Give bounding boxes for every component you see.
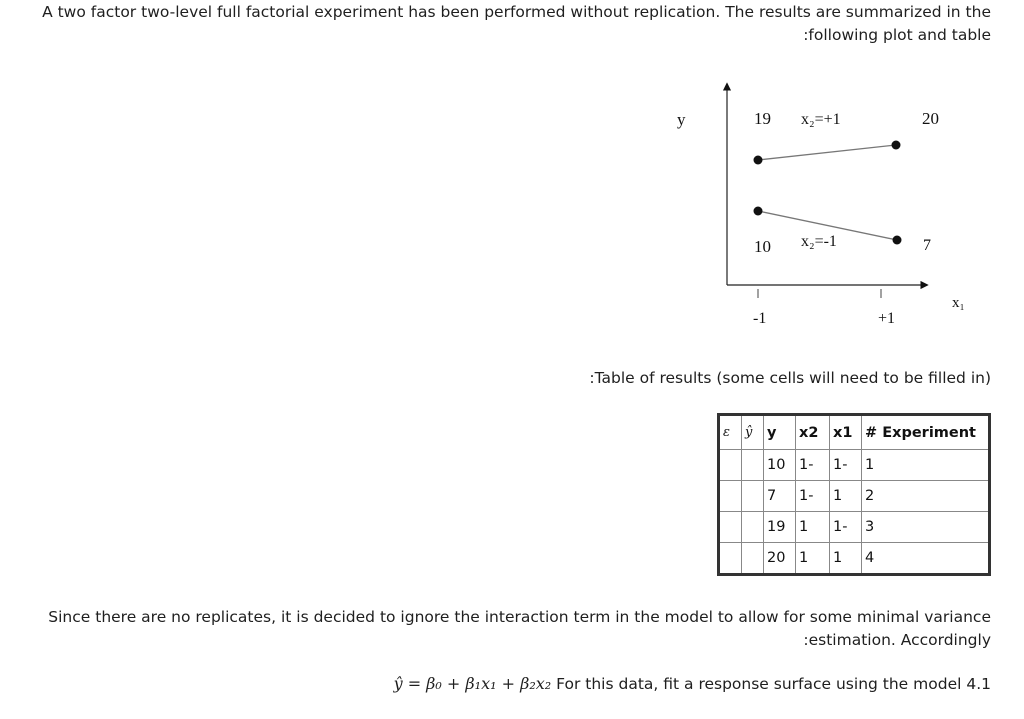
model-paragraph bbox=[40, 672, 991, 696]
series-low-value-2: 7 bbox=[923, 237, 931, 254]
table-header-row bbox=[719, 415, 990, 450]
series-high-label: x₂=+1 bbox=[801, 111, 841, 128]
cell-experiment: 3 bbox=[862, 512, 990, 543]
x-tick-label-minus: -1 bbox=[753, 310, 767, 327]
cell-x1: 1 bbox=[830, 481, 862, 512]
series-high-point-1 bbox=[754, 156, 763, 165]
cell-yhat bbox=[742, 450, 764, 481]
cell-epsilon bbox=[719, 543, 742, 575]
table-row bbox=[719, 543, 990, 575]
intro-line-2: :following plot and table bbox=[803, 26, 991, 44]
cell-yhat bbox=[742, 512, 764, 543]
cell-epsilon bbox=[719, 481, 742, 512]
intro-line-1: A two factor two-level full factorial experiment has been performed without replication. The results are summarized in the bbox=[42, 3, 991, 21]
series-high-value-2: 20 bbox=[922, 109, 939, 128]
cell-experiment: 1 bbox=[862, 450, 990, 481]
series-high-value-1: 19 bbox=[754, 109, 771, 128]
cell-x1: 1- bbox=[830, 512, 862, 543]
model-text: For this data, fit a response surface using the model 4.1 bbox=[551, 675, 991, 693]
table-row bbox=[719, 481, 990, 512]
header-yhat: ŷ bbox=[742, 415, 764, 450]
note-paragraph bbox=[40, 606, 991, 652]
cell-x2: 1 bbox=[796, 543, 830, 575]
x-axis-label: x₁ bbox=[952, 295, 965, 311]
series-low-value-1: 10 bbox=[754, 237, 771, 256]
cell-epsilon bbox=[719, 512, 742, 543]
results-table bbox=[717, 413, 991, 576]
cell-x2: 1- bbox=[796, 481, 830, 512]
header-epsilon: ε bbox=[719, 415, 742, 450]
cell-x1: 1 bbox=[830, 543, 862, 575]
table-row bbox=[719, 450, 990, 481]
cell-y: 20 bbox=[764, 543, 796, 575]
cell-y: 19 bbox=[764, 512, 796, 543]
interaction-plot bbox=[0, 0, 1024, 350]
series-low-label: x₂=-1 bbox=[801, 233, 837, 250]
cell-x2: 1- bbox=[796, 450, 830, 481]
header-x2: x2 bbox=[796, 415, 830, 450]
x-tick-label-plus: +1 bbox=[878, 310, 896, 327]
note-line-1: Since there are no replicates, it is decided to ignore the interaction term in the model to allow for some minimal variance bbox=[48, 608, 991, 626]
model-equation: ŷ = β₀ + β₁x₁ + β₂x₂ bbox=[393, 674, 552, 693]
cell-experiment: 4 bbox=[862, 543, 990, 575]
header-x1: x1 bbox=[830, 415, 862, 450]
cell-y: 10 bbox=[764, 450, 796, 481]
header-y: y bbox=[764, 415, 796, 450]
cell-x1: 1- bbox=[830, 450, 862, 481]
cell-yhat bbox=[742, 481, 764, 512]
cell-yhat bbox=[742, 543, 764, 575]
series-high-line bbox=[758, 145, 896, 160]
note-line-2: :estimation. Accordingly bbox=[803, 631, 991, 649]
cell-y: 7 bbox=[764, 481, 796, 512]
cell-x2: 1 bbox=[796, 512, 830, 543]
y-axis-label: y bbox=[677, 110, 686, 129]
series-high-point-2 bbox=[892, 141, 901, 150]
table-caption: :Table of results (some cells will need to be filled in) bbox=[589, 369, 991, 387]
cell-epsilon bbox=[719, 450, 742, 481]
series-low-point-2 bbox=[893, 236, 902, 245]
cell-experiment: 2 bbox=[862, 481, 990, 512]
table-row bbox=[719, 512, 990, 543]
header-experiment: # Experiment bbox=[862, 415, 990, 450]
series-low-point-1 bbox=[754, 207, 763, 216]
